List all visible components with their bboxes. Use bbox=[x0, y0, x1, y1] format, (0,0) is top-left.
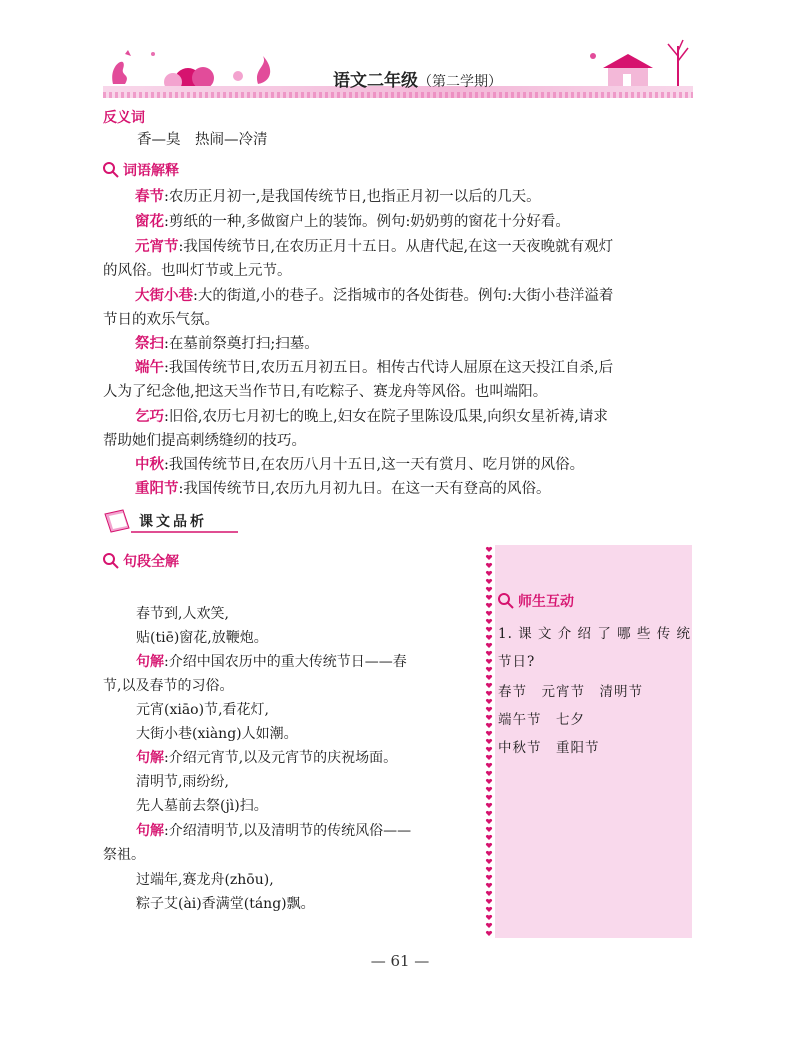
book-title: 语文二年级 bbox=[333, 71, 418, 91]
analysis-text: :介绍中国农历中的重大传统节日——春 bbox=[164, 654, 407, 670]
heart-mark bbox=[486, 659, 492, 664]
heart-mark bbox=[486, 787, 492, 792]
poem-line: 大街小巷(xiàng)人如潮。 bbox=[136, 726, 298, 742]
poem-line: 先人墓前去祭(jì)扫。 bbox=[136, 798, 268, 814]
poem-line: 贴(tiē)窗花,放鞭炮。 bbox=[136, 630, 268, 646]
heart-mark bbox=[486, 603, 492, 608]
heart-mark bbox=[486, 739, 492, 744]
vocab-term: 重阳节 bbox=[135, 481, 179, 497]
heart-mark bbox=[486, 619, 492, 624]
poem-line: 清明节,雨纷纷, bbox=[136, 774, 229, 790]
banner-text: 课文品析 bbox=[139, 514, 207, 530]
vocab-def-cont: 节日的欢乐气氛。 bbox=[103, 312, 219, 328]
analysis-label: 句解 bbox=[136, 750, 164, 766]
sidebar-answer: 中秋节 重阳节 bbox=[498, 740, 600, 756]
vocab-term: 窗花 bbox=[135, 214, 164, 230]
heart-mark bbox=[486, 867, 492, 872]
heart-mark bbox=[486, 627, 492, 632]
heart-mark bbox=[486, 915, 492, 920]
sidebar-answer: 端午节 七夕 bbox=[498, 712, 585, 728]
analysis-text-cont: 祭祖。 bbox=[103, 847, 145, 863]
vocab-entry bbox=[135, 333, 725, 355]
analysis-text: :介绍元宵节,以及元宵节的庆祝场面。 bbox=[164, 750, 398, 766]
heart-mark bbox=[486, 803, 492, 808]
heart-mark bbox=[486, 851, 492, 856]
heart-mark bbox=[486, 755, 492, 760]
analysis-heading bbox=[103, 551, 179, 571]
heart-mark bbox=[486, 675, 492, 680]
heart-mark bbox=[486, 763, 492, 768]
page-title bbox=[333, 66, 502, 91]
heart-mark bbox=[486, 923, 492, 928]
vocab-term: 元宵节 bbox=[135, 239, 179, 255]
magnifier-icon bbox=[103, 553, 119, 569]
heart-mark bbox=[486, 579, 492, 584]
vocab-heading-text: 词语解释 bbox=[123, 163, 179, 179]
analysis-heading-text: 句段全解 bbox=[123, 554, 179, 570]
heart-mark bbox=[486, 699, 492, 704]
vocab-entry bbox=[135, 236, 725, 258]
heart-mark bbox=[486, 931, 492, 936]
vocab-def: :我国传统节日,农历五月初五日。相传古代诗人屈原在这天投江自杀,后 bbox=[164, 360, 614, 376]
vocab-heading bbox=[103, 160, 179, 180]
header-band-dots bbox=[103, 92, 693, 98]
page-number: — 61 — bbox=[370, 952, 430, 970]
heart-mark bbox=[486, 883, 492, 888]
poem-line: 元宵(xiāo)节,看花灯, bbox=[136, 702, 269, 718]
vocab-def: :农历正月初一,是我国传统节日,也指正月初一以后的几天。 bbox=[164, 189, 541, 205]
analysis-line bbox=[136, 651, 478, 673]
vocab-entry bbox=[135, 285, 725, 307]
heart-mark bbox=[486, 691, 492, 696]
vocab-entry bbox=[135, 406, 725, 428]
antonyms-items: 香—臭 热闹—冷清 bbox=[137, 132, 268, 148]
analysis-label: 句解 bbox=[136, 654, 164, 670]
poem-line: 过端年,赛龙舟(zhōu), bbox=[136, 872, 274, 888]
sidebar-question: 1. 课 文 介 绍 了 哪 些 传 统 bbox=[498, 626, 692, 642]
vocab-entry bbox=[135, 211, 725, 233]
sidebar-heading-text: 师生互动 bbox=[518, 594, 574, 610]
poem-line: 粽子艾(ài)香满堂(táng)飘。 bbox=[136, 896, 315, 912]
vocab-entry bbox=[135, 186, 725, 208]
vocab-entry bbox=[135, 454, 725, 476]
heart-mark bbox=[486, 651, 492, 656]
heart-mark bbox=[486, 811, 492, 816]
heart-mark bbox=[486, 611, 492, 616]
heart-mark bbox=[486, 795, 492, 800]
heart-mark bbox=[486, 595, 492, 600]
vocab-def-cont: 人为了纪念他,把这天当作节日,有吃粽子、赛龙舟等风俗。也叫端阳。 bbox=[103, 384, 548, 400]
heart-mark bbox=[486, 843, 492, 848]
vocab-def: :大的街道,小的巷子。泛指城市的各处街巷。例句:大街小巷洋溢着 bbox=[193, 288, 614, 304]
heart-mark bbox=[486, 587, 492, 592]
vocab-entry bbox=[135, 478, 725, 500]
heart-mark bbox=[486, 731, 492, 736]
sidebar-question-cont: 节日? bbox=[498, 654, 536, 670]
heart-divider bbox=[485, 545, 493, 945]
heart-mark bbox=[486, 771, 492, 776]
vocab-term: 乞巧 bbox=[135, 409, 164, 425]
heart-mark bbox=[486, 835, 492, 840]
heart-mark bbox=[486, 899, 492, 904]
vocab-def: :旧俗,农历七月初七的晚上,妇女在院子里陈设瓜果,向织女星祈祷,请求 bbox=[164, 409, 608, 425]
analysis-banner bbox=[103, 508, 238, 534]
heart-mark bbox=[486, 875, 492, 880]
heart-mark bbox=[486, 891, 492, 896]
heart-mark bbox=[486, 779, 492, 784]
heart-mark bbox=[486, 715, 492, 720]
vocab-term: 春节 bbox=[135, 189, 164, 205]
heart-mark bbox=[486, 667, 492, 672]
heart-mark bbox=[486, 643, 492, 648]
poem-line: 春节到,人欢笑, bbox=[136, 606, 229, 622]
heart-mark bbox=[486, 723, 492, 728]
vocab-term: 祭扫 bbox=[135, 336, 164, 352]
vocab-term: 大街小巷 bbox=[135, 288, 193, 304]
vocab-entry bbox=[135, 357, 725, 379]
vocab-term: 端午 bbox=[135, 360, 164, 376]
heart-mark bbox=[486, 563, 492, 568]
vocab-def: :我国传统节日,在农历八月十五日,这一天有赏月、吃月饼的风俗。 bbox=[164, 457, 585, 473]
vocab-def-cont: 的风俗。也叫灯节或上元节。 bbox=[103, 263, 292, 279]
vocab-term: 中秋 bbox=[135, 457, 164, 473]
heart-mark bbox=[486, 747, 492, 752]
sidebar-heading bbox=[498, 591, 574, 611]
heart-mark bbox=[486, 859, 492, 864]
heart-mark bbox=[486, 907, 492, 912]
analysis-line bbox=[136, 820, 478, 842]
analysis-text-cont: 节,以及春节的习俗。 bbox=[103, 678, 234, 694]
vocab-def: :我国传统节日,在农历正月十五日。从唐代起,在这一天夜晚就有观灯 bbox=[178, 239, 614, 255]
magnifier-icon bbox=[498, 593, 514, 609]
heart-mark bbox=[486, 683, 492, 688]
analysis-text: :介绍清明节,以及清明节的传统风俗—— bbox=[164, 823, 412, 839]
vocab-def: :在墓前祭奠打扫;扫墓。 bbox=[164, 336, 319, 352]
page-header bbox=[103, 36, 693, 104]
heart-mark bbox=[486, 555, 492, 560]
magnifier-icon bbox=[103, 162, 119, 178]
sidebar-answer: 春节 元宵节 清明节 bbox=[498, 684, 643, 700]
heart-mark bbox=[486, 819, 492, 824]
heart-mark bbox=[486, 707, 492, 712]
book-subtitle: （第二学期） bbox=[418, 74, 502, 90]
antonyms-heading: 反义词 bbox=[103, 110, 145, 126]
vocab-def: :我国传统节日,农历九月初九日。在这一天有登高的风俗。 bbox=[178, 481, 551, 497]
heart-mark bbox=[486, 827, 492, 832]
analysis-label: 句解 bbox=[136, 823, 164, 839]
vocab-def: :剪纸的一种,多做窗户上的装饰。例句:奶奶剪的窗花十分好看。 bbox=[164, 214, 570, 230]
heart-mark bbox=[486, 635, 492, 640]
vocab-def-cont: 帮助她们提高刺绣缝纫的技巧。 bbox=[103, 433, 306, 449]
heart-mark bbox=[486, 571, 492, 576]
heart-mark bbox=[486, 547, 492, 552]
analysis-line bbox=[136, 747, 478, 769]
